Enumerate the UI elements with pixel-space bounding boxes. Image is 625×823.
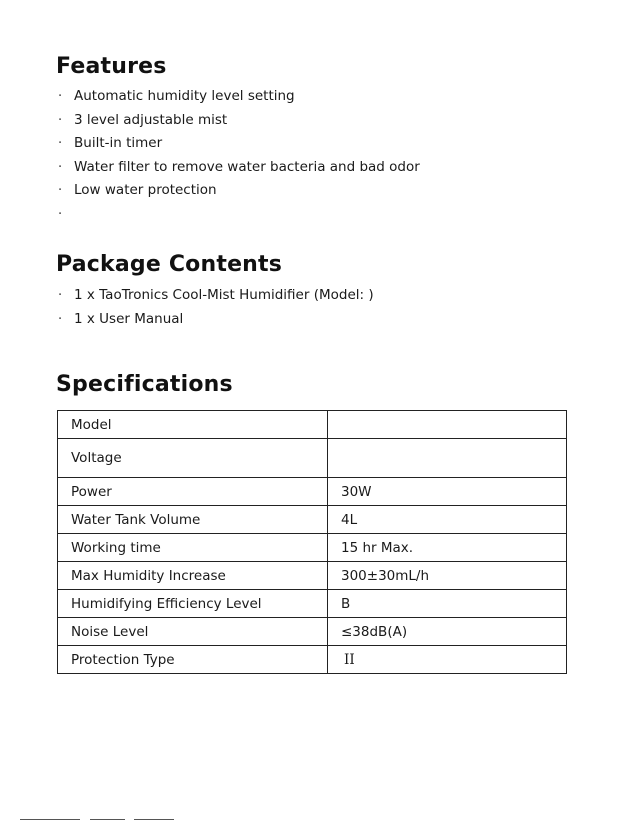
spec-value: 15 hr Max. [328,534,567,562]
list-item: · Built-in timer [56,132,420,156]
page-edge-divider [90,819,125,820]
spec-label: Water Tank Volume [58,506,328,534]
specifications-table [57,410,567,674]
table-row [58,534,567,562]
spec-value: ≤38dB(A) [328,618,567,646]
spec-value [328,439,567,478]
list-item: · Automatic humidity level setting [56,85,420,109]
table-row [58,618,567,646]
specifications-heading: Specifications [56,372,233,397]
table-row [58,411,567,439]
list-item: · 1 x User Manual [56,308,374,332]
features-list [56,85,420,226]
table-row [58,478,567,506]
spec-label: Model [58,411,328,439]
table-row [58,646,567,674]
table-row [58,590,567,618]
package-contents-list [56,284,374,331]
spec-value: 4L [328,506,567,534]
page-edge-divider [134,819,174,820]
list-item: · 3 level adjustable mist [56,109,420,133]
spec-value: B [328,590,567,618]
list-item [56,203,420,227]
table-row [58,562,567,590]
spec-label: Noise Level [58,618,328,646]
spec-label: Working time [58,534,328,562]
spec-value [328,411,567,439]
list-item: · 1 x TaoTronics Cool-Mist Humidifier (Model: ) [56,284,374,308]
spec-value: 300±30mL/h [328,562,567,590]
table-row [58,439,567,478]
spec-label: Power [58,478,328,506]
spec-value: 30W [328,478,567,506]
table-row [58,506,567,534]
list-item: · Low water protection [56,179,420,203]
spec-label: Protection Type [58,646,328,674]
spec-label: Humidifying Efficiency Level [58,590,328,618]
spec-value: II [328,646,567,674]
list-item: · Water filter to remove water bacteria and bad odor [56,156,420,180]
page-edge-divider [20,819,80,820]
spec-label: Voltage [58,439,328,478]
spec-label: Max Humidity Increase [58,562,328,590]
package-contents-heading: Package Contents [56,252,283,277]
features-heading: Features [56,54,167,79]
